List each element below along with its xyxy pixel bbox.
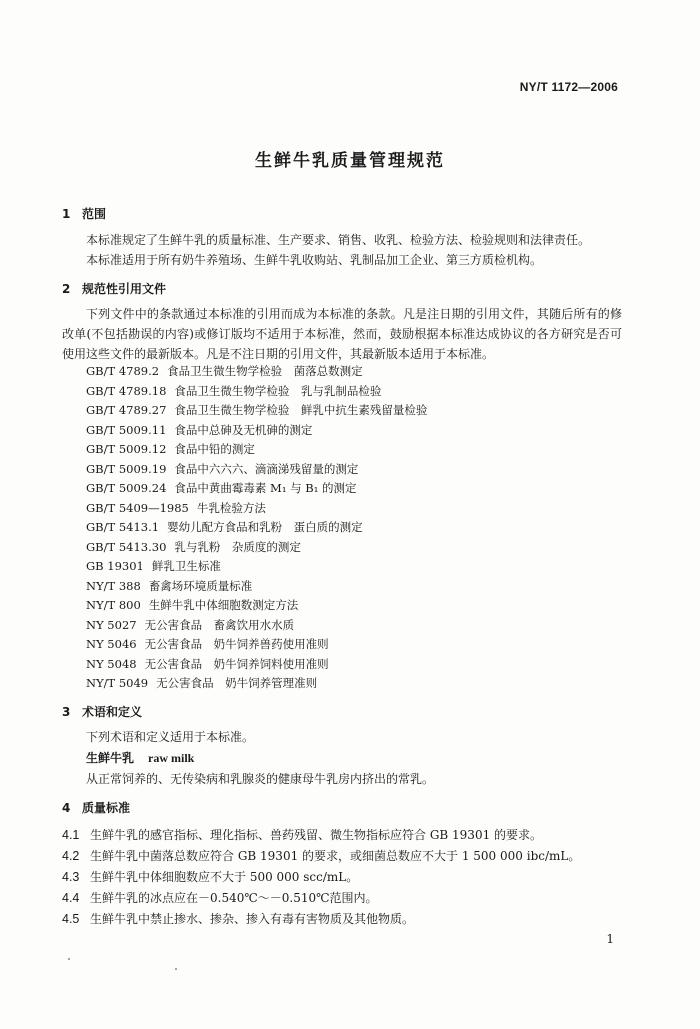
section-2-heading	[62, 280, 166, 297]
reference-item	[86, 577, 427, 597]
reference-item	[86, 655, 427, 675]
reference-code: GB/T 4789.2	[86, 364, 160, 378]
quality-clause-list	[62, 825, 580, 930]
reference-name: 食品卫生微生物学检验 鲜乳中抗生素残留量检验	[174, 403, 428, 418]
reference-code: GB/T 4789.27	[86, 403, 167, 418]
term-definition: 从正常饲养的、无传染病和乳腺炎的健康母牛乳房内挤出的常乳。	[86, 772, 435, 786]
reference-item	[86, 596, 427, 616]
reference-name: 牛乳检验方法	[196, 500, 266, 515]
reference-item	[86, 362, 427, 382]
page-number: 1	[606, 932, 614, 946]
term-chinese: 生鲜牛乳	[86, 751, 135, 765]
reference-name: 食品卫生微生物学检验 乳与乳制品检验	[174, 383, 382, 398]
clause-item	[62, 909, 580, 930]
reference-name: 鲜乳卫生标准	[151, 559, 221, 574]
section-1-title: 范围	[82, 207, 107, 221]
reference-item	[86, 538, 427, 558]
clause-text: 生鲜牛乳中体细胞数应不大于 500 000 scc/mL。	[90, 870, 359, 884]
clause-item	[62, 846, 580, 867]
reference-item	[86, 674, 427, 694]
reference-item	[86, 616, 427, 636]
clause-number: 4.3	[62, 870, 80, 884]
document-title: 生鲜牛乳质量管理规范	[255, 151, 445, 171]
reference-code: GB/T 5413.30	[86, 539, 167, 554]
reference-code: GB/T 5413.1	[86, 520, 160, 535]
reference-code: NY 5048	[86, 656, 137, 671]
reference-item	[86, 479, 427, 499]
section-3-number: 3	[62, 705, 71, 719]
reference-code: GB/T 5409—1985	[86, 500, 189, 515]
scan-speck	[175, 968, 177, 970]
reference-code: GB/T 5009.24	[86, 481, 167, 496]
reference-name: 生鲜牛乳中体细胞数测定方法	[148, 598, 299, 613]
term-english: raw milk	[148, 751, 195, 765]
section-2-title: 规范性引用文件	[82, 282, 167, 296]
section-4-number: 4	[62, 801, 71, 815]
reference-item	[86, 401, 427, 421]
section-2-number: 2	[62, 282, 71, 296]
section-3-heading	[62, 703, 142, 720]
reference-item	[86, 557, 427, 577]
reference-code: GB/T 4789.18	[86, 383, 167, 398]
reference-code: NY/T 388	[86, 578, 141, 593]
clause-text: 生鲜牛乳的感官指标、理化指标、兽药残留、微生物指标应符合 GB 19301 的要求。	[90, 828, 543, 842]
reference-code: GB/T 5009.19	[86, 461, 167, 476]
reference-name: 畜禽场环境质量标准	[148, 578, 253, 593]
clause-number: 4.2	[62, 849, 80, 863]
clause-number: 4.1	[62, 828, 80, 842]
reference-name: 无公害食品 奶牛饲养兽药使用准则	[144, 637, 329, 652]
reference-code: GB/T 5009.12	[86, 442, 167, 457]
reference-name: 婴幼儿配方食品和乳粉 蛋白质的测定	[167, 520, 363, 535]
clause-item	[62, 825, 580, 846]
reference-item	[86, 518, 427, 538]
reference-code: GB 19301	[86, 559, 144, 574]
reference-item	[86, 440, 427, 460]
reference-code: NY/T 800	[86, 598, 141, 613]
reference-name: 无公害食品 奶牛饲养管理准则	[156, 676, 318, 691]
reference-code: NY/T 5049	[86, 676, 149, 691]
reference-name: 无公害食品 奶牛饲养饲料使用准则	[144, 656, 329, 671]
section-4-heading	[62, 799, 130, 816]
reference-item	[86, 635, 427, 655]
standard-code: NY/T 1172—2006	[519, 80, 618, 94]
reference-name: 乳与乳粉 杂质度的测定	[174, 539, 301, 554]
clause-text: 生鲜牛乳中禁止掺水、掺杂、掺入有毒有害物质及其他物质。	[90, 912, 415, 926]
reference-name: 食品中总砷及无机砷的测定	[174, 422, 313, 437]
reference-name: 食品中六六六、滴滴涕残留量的测定	[174, 461, 359, 476]
clause-text: 生鲜牛乳的冰点应在－0.540℃～－0.510℃范围内。	[90, 891, 378, 905]
section-1-number: 1	[62, 207, 71, 221]
reference-code: NY 5046	[86, 637, 137, 652]
reference-item	[86, 499, 427, 519]
clause-item	[62, 888, 580, 909]
reference-name: 食品中铅的测定	[174, 442, 255, 457]
reference-name: 食品卫生微生物学检验 菌落总数测定	[167, 364, 363, 378]
section-1-paragraph-2: 本标准适用于所有奶牛养殖场、生鲜牛乳收购站、乳制品加工企业、第三方质检机构。	[86, 253, 543, 267]
reference-item	[86, 421, 427, 441]
reference-code: GB/T 5009.11	[86, 422, 167, 437]
reference-name: 无公害食品 畜禽饮用水水质	[144, 617, 295, 632]
scan-speck	[68, 958, 70, 960]
normative-reference-list	[86, 362, 427, 694]
section-3-intro: 下列术语和定义适用于本标准。	[86, 730, 255, 744]
section-4-title: 质量标准	[82, 801, 131, 815]
clause-number: 4.4	[62, 891, 80, 905]
clause-text: 生鲜牛乳中菌落总数应符合 GB 19301 的要求，或细菌总数应不大于 1 500 000 ibc/mL。	[90, 849, 581, 863]
reference-item	[86, 382, 427, 402]
reference-item	[86, 460, 427, 480]
section-1-heading	[62, 205, 106, 222]
reference-name: 食品中黄曲霉毒素 M₁ 与 B₁ 的测定	[174, 481, 357, 496]
section-1-paragraph-1: 本标准规定了生鲜牛乳的质量标准、生产要求、销售、收乳、检验方法、检验规则和法律责任。	[86, 233, 591, 247]
section-2-intro: 下列文件中的条款通过本标准的引用而成为本标准的条款。凡是注日期的引用文件，其随后所有的修改单(不包括勘误的内容)或修订版均不适用于本标准，然而，鼓励根据本标准达成协议的各方研究是否可使用这些文件的最新版本。凡是不注日期的引用文件，其最新版本适用于本标准。	[62, 307, 622, 361]
clause-item	[62, 867, 580, 888]
section-3-title: 术语和定义	[82, 705, 143, 719]
term-entry	[86, 749, 194, 766]
clause-number: 4.5	[62, 912, 80, 926]
reference-code: NY 5027	[86, 617, 137, 632]
